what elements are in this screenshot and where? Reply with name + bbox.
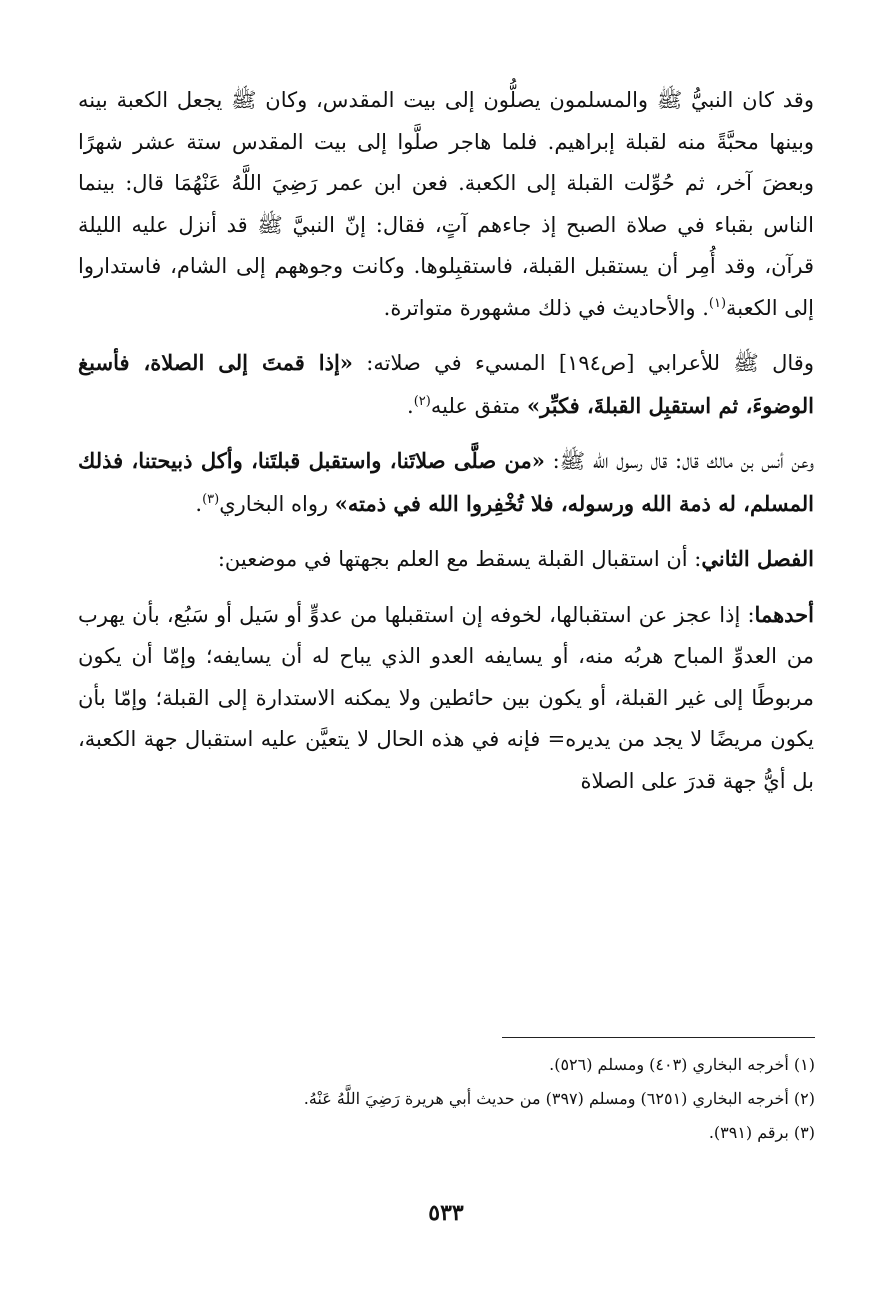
footnote-2: (٢) أخرجه البخاري (٦٢٥١) ومسلم (٣٩٧) من حديث أبي هريرة رَضِيَ اللَّهُ عَنْهُ.	[303, 1089, 815, 1108]
hadith-quote-2: «من صلَّى صلاتَنا، واستقبل قبلتَنا، وأكل ذبيحتنا، فذلك المسلم، له ذمة الله ورسوله، فلا تُخْفِروا الله في ذمته»	[78, 448, 814, 516]
paragraph-2-intro: وقال ﷺ للأعرابي [ص١٩٤] المسيء في صلاته:	[352, 351, 814, 375]
paragraph-3	[78, 440, 814, 525]
paragraph-1	[78, 80, 814, 329]
paragraph-2-end: .	[407, 393, 414, 418]
footnote-1: (١) أخرجه البخاري (٤٠٣) ومسلم (٥٢٦).	[549, 1055, 815, 1074]
footnotes	[150, 1048, 815, 1150]
footnote-divider	[502, 1037, 815, 1038]
paragraph-3-intro: وعن أنس بن مالك قال: قال رسول الله ﷺ:	[544, 449, 814, 473]
section-heading: الفصل الثاني	[701, 546, 814, 571]
paragraph-1-tail: . والأحاديث في ذلك مشهورة متواترة.	[383, 295, 709, 320]
paragraph-3-end: .	[195, 491, 203, 516]
footnote-ref-1: (١)	[708, 295, 727, 311]
paragraph-2-source: متفق عليه	[430, 393, 528, 418]
paragraph-1-text: وقد كان النبيُّ ﷺ والمسلمون يصلُّون إلى بيت المقدس، وكان ﷺ يجعل الكعبة بينه وبينها محبَّةً منه لقبلة إبراهيم. فلما هاجر صلَّوا إلى بيت المقدس ستة عشر شهرًا وبعضَ آخر، ثم حُوِّلت القبلة إلى الكعبة. فعن ابن عمر رَضِيَ اللَّهُ عَنْهُمَا قال: بينما الناس بقباء في صلاة الصبح إذ جاءهم آتٍ، فقال: إنّ النبيَّ ﷺ قد أنزل عليه الليلة قرآن، وقد أُمِر أن يستقبل القبلة، فاستقبِلوها. وكانت وجوههم إلى الشام، فاستداروا إلى الكعبة	[78, 88, 814, 320]
page-number: ٥٣٣	[428, 1200, 464, 1226]
paragraph-3-source: رواه البخاري	[219, 491, 335, 516]
main-text	[78, 80, 814, 802]
case-one-text: : إذا عجز عن استقبالها، لخوفه إن استقبلها من عدوٍّ أو سَيل أو سَبُع، بأن يهرب من العدوِّ المباح هربُه منه، أو يسايفه العدو الذي يباح له أن يسايفه؛ وإمّا أن يكون مربوطًا إلى غير القبلة، أو يكون بين حائطين ولا يمكنه الاستدارة إلى القبلة؛ وإمّا بأن يكون مريضًا لا يجد من يديره= فإنه في هذه الحال لا يتعيَّن عليه استقبال جهة الكعبة، بل أيُّ جهة قدرَ على الصلاة	[78, 602, 814, 793]
case-one-label: أحدهما	[754, 601, 814, 627]
footnote-ref-3: (٣)	[202, 491, 220, 507]
footnote-3: (٣) برقم (٣٩١).	[708, 1123, 815, 1142]
hadith-quote-1: «إذا قمتَ إلى الصلاة، فأسبغ الوضوءَ، ثم استقبِل القبلةَ، فكبِّر»	[78, 350, 814, 418]
paragraph-4	[78, 538, 814, 581]
paragraph-2	[78, 342, 814, 427]
paragraph-5	[78, 594, 814, 803]
footnote-ref-2: (٢)	[413, 393, 431, 409]
section-heading-text: : أن استقبال القبلة يسقط مع العلم بجهتها في موضعين:	[217, 547, 702, 571]
